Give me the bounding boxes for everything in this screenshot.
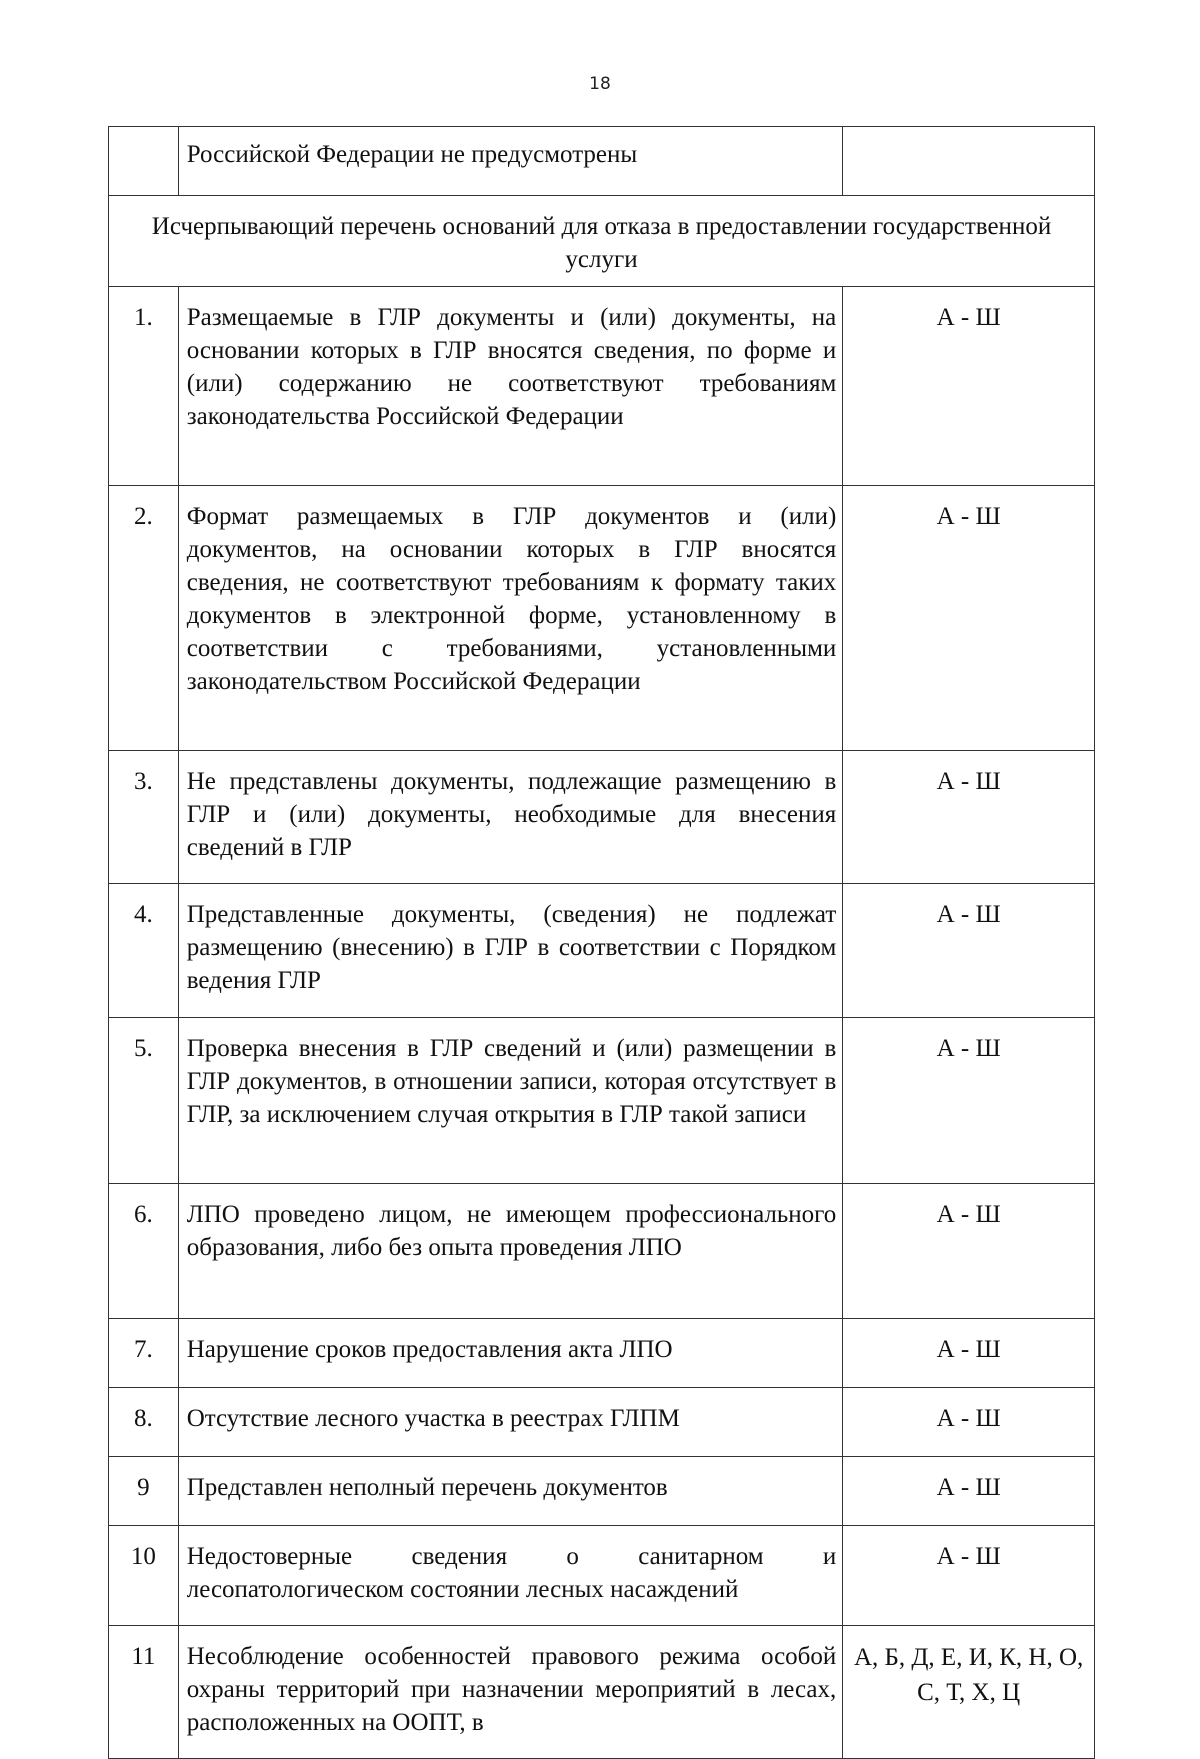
row-number: 5. <box>109 1018 179 1184</box>
section-header: Исчерпывающий перечень оснований для отказа в предоставлении государственной услуги <box>109 196 1095 287</box>
row-code: А - Ш <box>843 1526 1095 1626</box>
table-row <box>109 1184 1095 1319</box>
row-code: А, Б, Д, Е, И, К, Н, О, С, Т, Х, Ц <box>843 1626 1095 1759</box>
table-row <box>109 884 1095 1018</box>
row-text: Несоблюдение особенностей правового режима особой охраны территорий при назначении мероприятий в лесах, расположенных на ООПТ, в <box>186 1643 837 1736</box>
row-code: А - Ш <box>843 1388 1095 1457</box>
page-number: 18 <box>589 74 611 94</box>
row-number: 8. <box>109 1388 179 1457</box>
row-text: Представленные документы, (сведения) не подлежат размещению (внесению) в ГЛР в соответствии с Порядком ведения ГЛР <box>186 901 837 994</box>
table-row <box>109 287 1095 486</box>
table-row <box>109 751 1095 884</box>
table-row <box>109 1388 1095 1457</box>
row-code <box>843 127 1095 196</box>
row-number: 4. <box>109 884 179 1018</box>
row-code: А - Ш <box>843 884 1095 1018</box>
row-code: А - Ш <box>843 1184 1095 1319</box>
row-text: Недостоверные сведения о санитарном и лесопатологическом состоянии лесных насаждений <box>186 1543 837 1603</box>
row-text: Отсутствие лесного участка в реестрах ГЛПМ <box>186 1405 680 1432</box>
row-number: 11 <box>109 1626 179 1759</box>
row-text: Российской Федерации не предусмотрены <box>186 141 638 168</box>
row-number: 10 <box>109 1526 179 1626</box>
row-text: Нарушение сроков предоставления акта ЛПО <box>186 1336 673 1363</box>
row-text: Размещаемые в ГЛР документы и (или) документы, на основании которых в ГЛР вносятся сведения, по форме и (или) содержанию не соответствуют требованиям законодательства Российской Федерации <box>186 304 837 430</box>
row-number: 2. <box>109 486 179 751</box>
section-header-row <box>109 196 1095 287</box>
table-row <box>109 1457 1095 1526</box>
row-text: Не представлены документы, подлежащие размещению в ГЛР и (или) документы, необходимые для внесения сведений в ГЛР <box>186 768 837 861</box>
table-row <box>109 1626 1095 1759</box>
row-code: А - Ш <box>843 486 1095 751</box>
row-number <box>109 127 179 196</box>
table-row <box>109 1319 1095 1388</box>
row-number: 3. <box>109 751 179 884</box>
row-number: 1. <box>109 287 179 486</box>
row-code: А - Ш <box>843 1319 1095 1388</box>
table-row <box>109 1018 1095 1184</box>
row-text: Проверка внесения в ГЛР сведений и (или) размещении в ГЛР документов, в отношении записи, которая отсутствует в ГЛР, за исключением случая открытия в ГЛР такой записи <box>186 1035 837 1128</box>
row-code: А - Ш <box>843 751 1095 884</box>
row-text: Представлен неполный перечень документов <box>186 1474 668 1501</box>
table-row <box>109 486 1095 751</box>
row-number: 7. <box>109 1319 179 1388</box>
row-text: ЛПО проведено лицом, не имеющем профессионального образования, либо без опыта проведения ЛПО <box>186 1201 837 1261</box>
row-number: 9 <box>109 1457 179 1526</box>
table-row <box>109 127 1095 196</box>
row-text: Формат размещаемых в ГЛР документов и (или) документов, на основании которых в ГЛР вносятся сведения, не соответствуют требованиям к формату таких документов в электронной форме, установленному в соответствии с требованиями, установленными законодательством Российской Федерации <box>186 503 837 695</box>
grounds-table <box>108 126 1095 1759</box>
row-number: 6. <box>109 1184 179 1319</box>
row-code: А - Ш <box>843 287 1095 486</box>
table-row <box>109 1526 1095 1626</box>
row-code: А - Ш <box>843 1457 1095 1526</box>
row-code: А - Ш <box>843 1018 1095 1184</box>
